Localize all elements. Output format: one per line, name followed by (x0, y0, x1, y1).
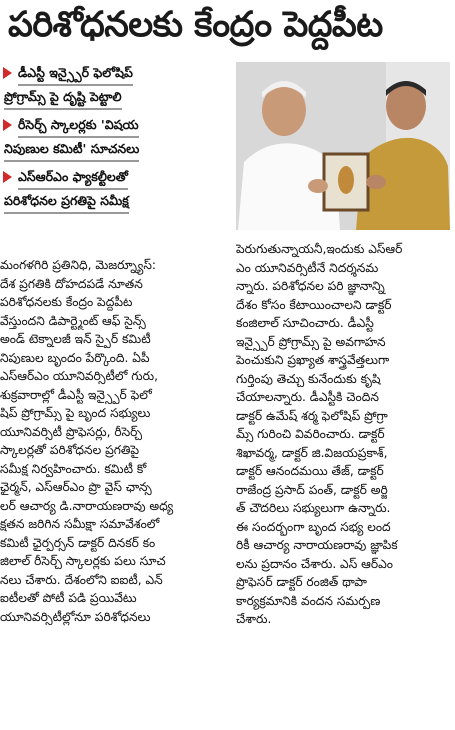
body-line: పరిశోధనలకు కేంద్రం పెద్దపీట (0, 295, 133, 309)
body-line: స్కాలర్లతో పరిశోధనల ప్రగతిపై (0, 443, 140, 457)
body-line: త్ చౌదరిలు సభ్యులుగా ఉన్నారు. (236, 501, 391, 515)
body-line: ప్రొఫెసర్ డాక్టర్ రంజిత్ థాపా (236, 575, 367, 589)
highlight-line: ప్రోగ్రామ్స్ పై దృష్టి పెట్టాలి (4, 86, 122, 110)
bullet-icon (3, 67, 12, 79)
body-line: డాక్టర్ ఆనందమయి తేజ్, డాక్టర్ (236, 464, 384, 478)
body-line: కమిటీ ఛైర్పర్సన్ డాక్టర్ దినకర్ కం (0, 535, 156, 550)
highlight-line: పరిశోధనల ప్రగతిపై సమీక్ష (4, 190, 129, 214)
body-line: ఇన్స్పైర్ ప్రోగ్రామ్స్ పై అవగాహన (236, 334, 386, 349)
body-line: మంగళగిరి ప్రతినిధి, మెజర్న్యూస్: (0, 258, 156, 272)
body-line: శిఖావర్మ, డాక్టర్ జి.విజయప్రకాశ్, (236, 445, 388, 460)
body-line: ఎస్ఆర్ఎం యూనివర్సిటీలో గురు, (0, 369, 158, 383)
body-line: లను ప్రదానం చేశారు. ఎస్ ఆర్ఎం (236, 556, 393, 571)
body-line: పెంచుకుని ప్రఖ్యాత శాస్త్రవేత్తలుగా (236, 353, 390, 367)
body-line: యూనివర్సిటీల్లోనూ పరిశోధనలు (0, 609, 151, 624)
photo-illustration (236, 62, 450, 230)
body-line: క్షతన జరిగిన సమీక్షా సమావేశంలో (0, 517, 160, 531)
body-line: దేశ ప్రగతికి దోహదపడే నూతన (0, 276, 143, 291)
highlight-line: డీఎస్టీ ఇన్స్పైర్ ఫెలోషిప్ (18, 62, 133, 86)
body-line: ఈ సందర్భంగా బృంద సభ్య లంద (236, 519, 391, 534)
body-line: నలు చేశారు. దేశంలోని ఐఐటీ, ఎన్ (0, 572, 163, 587)
highlight-item (0, 166, 225, 214)
highlight-item (0, 114, 225, 162)
news-photo (236, 62, 450, 230)
highlight-line: నిపుణుల కమిటీ' సూచనలు (4, 138, 139, 162)
body-line: జిలాల్ రీసెర్చ్ స్కాలర్లకు పలు సూచ (0, 554, 166, 568)
body-line: న్నారు. పరిశోధనల పరి జ్ఞానాన్ని (236, 279, 385, 293)
body-line: శుక్రవారాల్లో డీఎస్టీ ఇన్స్పైర్ ఫెలో (0, 387, 152, 402)
body-line: నిపుణుల బృందం పేర్కొంది. ఏపీ (0, 350, 150, 365)
body-line: డాక్టర్ ఉమేష్ శర్మ ఫెలోషిప్ ప్రోగ్రా (236, 408, 388, 423)
body-line: షిప్ ప్రోగ్రామ్స్ పై బృంద సభ్యులు (0, 406, 151, 420)
body-line: రికీ ఆచార్య నారాయణరావు జ్ఞాపిక (236, 538, 398, 552)
body-line: ఐటీలతో పోటీ పడి ప్రయివేటు (0, 591, 137, 605)
body-line: చేయాలన్నారు. డీఎస్టీకి చెందిన (236, 390, 379, 404)
bullet-icon (3, 119, 12, 131)
body-line: అండ్ టెక్నాలజీ ఇన్ స్పైర్ కమిటీ (0, 332, 151, 346)
body-line: సమీక్ష నిర్వహించారు. కమిటీ కో (0, 461, 147, 476)
body-line: ఎం యూనివర్సిటీనే నిదర్శనమ (236, 260, 379, 275)
article-body-left (0, 256, 226, 626)
body-line: చేశారు. (236, 612, 272, 626)
body-line: మ్స్ గురించి వివరించారు. డాక్టర్ (236, 427, 385, 441)
body-line: వేస్తుందని డిపార్ట్మెంట్ ఆఫ్ సైన్స్ (0, 313, 146, 328)
body-line: గుర్తింపు తెచ్చు కునేందుకు కృషి (236, 371, 381, 386)
body-line: కంజిలాల్ సూచించారు. డీఎస్టీ (236, 316, 374, 330)
highlights-box (0, 62, 225, 218)
body-line: కార్యక్రమానికి వందన సమర్పణ (236, 593, 381, 608)
highlight-item (0, 62, 225, 110)
highlight-line: ఎస్ఆర్ఎం ఫ్యాకల్టీలతో (18, 166, 128, 190)
body-line: ఛైర్మన్, ఎస్ఆర్ఎం ప్రొ వైస్ ఛాన్స (0, 480, 152, 494)
highlight-line: రీసెర్చ్ స్కాలర్లకు 'విషయ (18, 114, 139, 138)
article-body-right (236, 240, 452, 629)
body-line: రాజేంద్ర ప్రసాద్ పంత్, డాక్టర్ అర్జి (236, 482, 388, 497)
body-line: యూనివర్సిటీ ప్రొఫెసర్లు, రీసెర్చ్ (0, 424, 143, 439)
body-line: లర్ ఆచార్య డి.నారాయణరావు అధ్య (0, 498, 174, 513)
body-line: పెరుగుతున్నాయనీ,ఇందుకు ఎస్ఆర్ (236, 242, 403, 256)
bullet-icon (3, 171, 12, 183)
headline: పరిశోధనలకు కేంద్రం పెద్దపీట (8, 5, 383, 45)
body-line: దేశం కోసం కేటాయించాలని డాక్టర్ (236, 297, 392, 312)
